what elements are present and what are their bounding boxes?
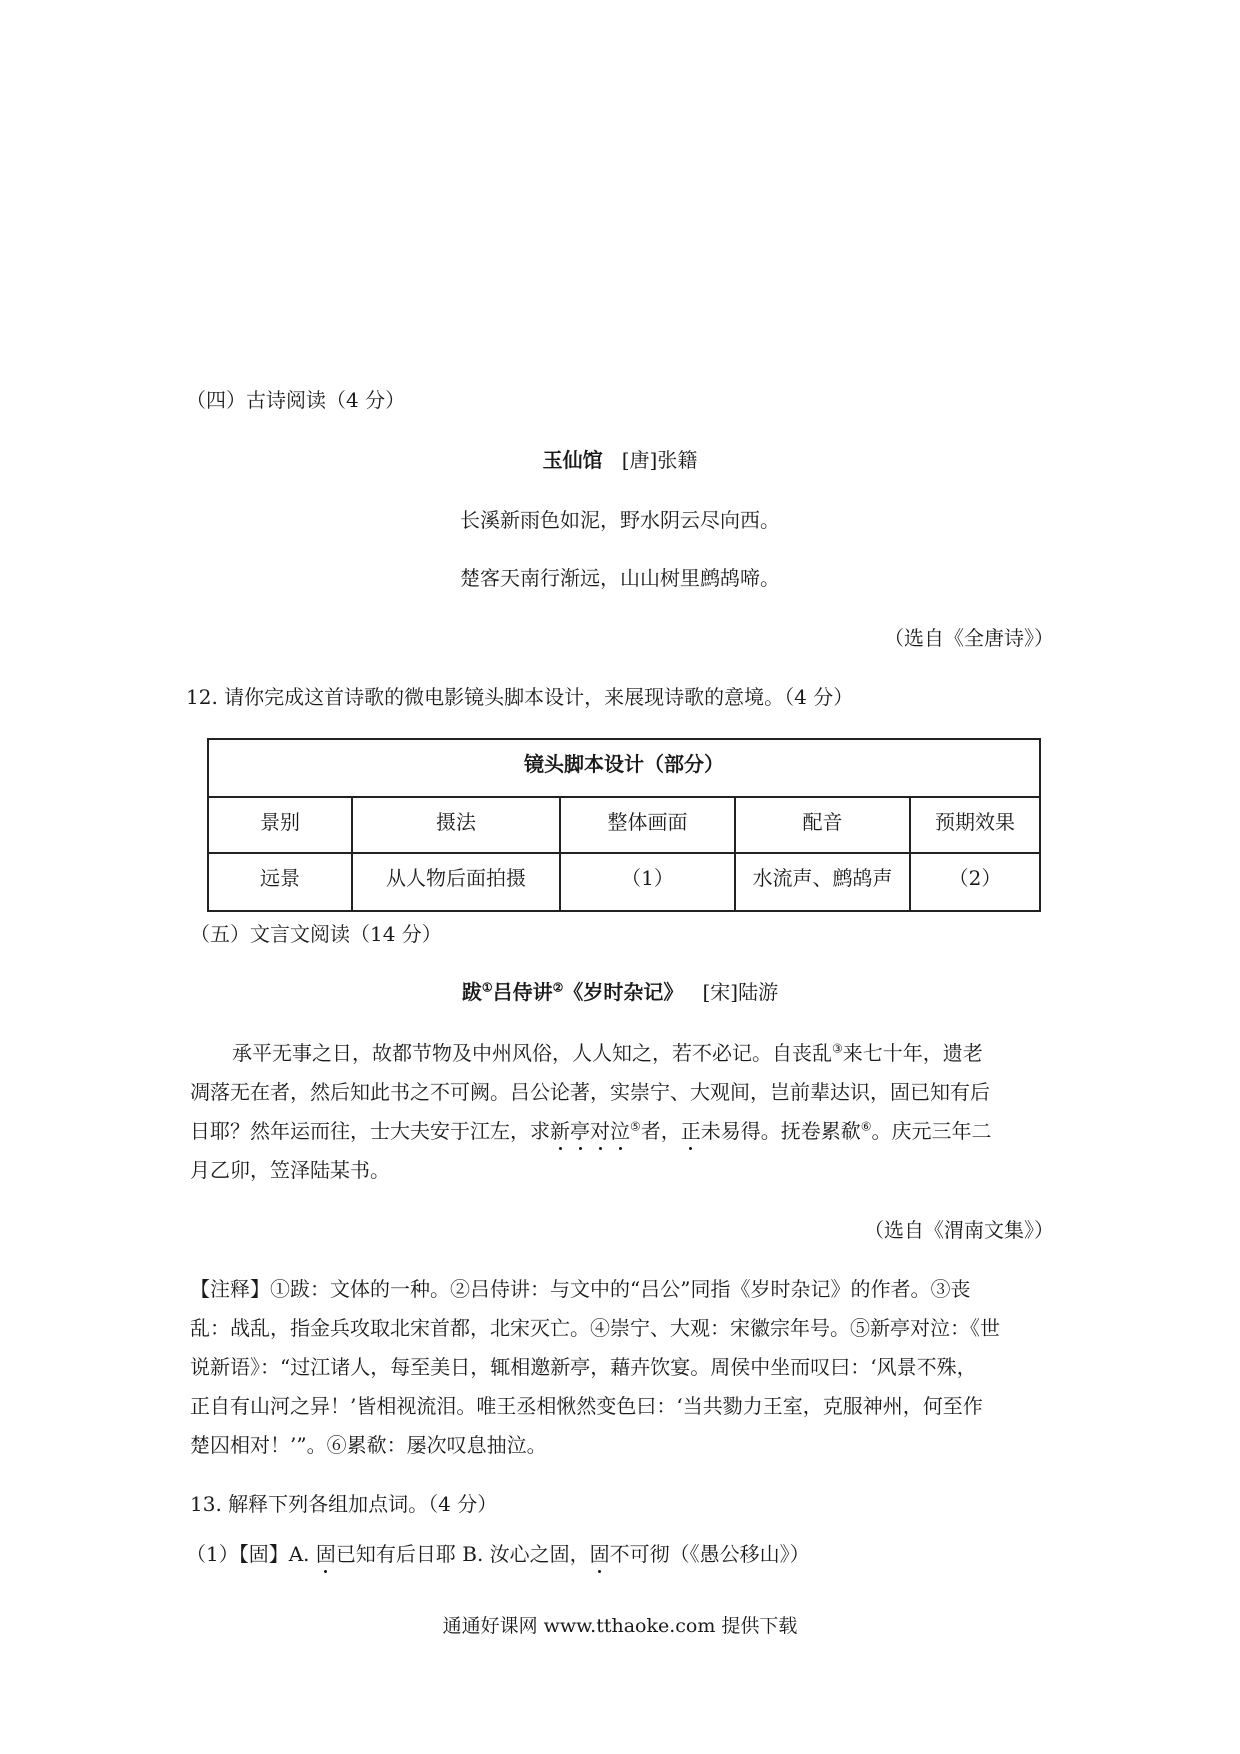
- emphasis-char: 对: [590, 1119, 610, 1143]
- table-cell: 从人物后面拍摄: [352, 853, 560, 911]
- notes-line-3: 说新语》：“过江诸人，每至美日，辄相邀新亭，藉卉饮宴。周侯中坐而叹曰：‘风景不殊，: [190, 1355, 977, 1379]
- table-cell: （2）: [910, 853, 1040, 911]
- poem-source: （选自《全唐诗》）: [884, 626, 1054, 650]
- prose-source: （选自《渭南文集》）: [864, 1218, 1054, 1242]
- prose-title-line: [0, 978, 1240, 1006]
- table-cell: 远景: [208, 853, 352, 911]
- notes-line-4: 正自有山河之异！’皆相视流泪。唯王丞相愀然变色曰：‘当共勠力王室，克服神州，何至作: [190, 1394, 983, 1418]
- table-header: 整体画面: [560, 797, 735, 853]
- table-cell: （1）: [560, 853, 735, 911]
- table-title: 镜头脚本设计（部分）: [208, 739, 1040, 797]
- emphasis-char: 亭: [570, 1119, 590, 1143]
- emphasis-char: 泣: [610, 1119, 630, 1143]
- notes-line-1: 【注释】①跋：文体的一种。②吕侍讲：与文中的“吕公”同指《岁时杂记》的作者。③丧: [190, 1277, 971, 1301]
- poem-title: 玉仙馆: [542, 448, 603, 472]
- q12-prompt: 12. 请你完成这首诗歌的微电影镜头脚本设计，来展现诗歌的意境。（4 分）: [186, 685, 854, 709]
- prose-line-4: 月乙卯，笠泽陆某书。: [190, 1158, 390, 1182]
- section4-heading: （四）古诗阅读（4 分）: [186, 388, 406, 412]
- notes-line-5: 楚囚相对！’”。⑥累欷：屡次叹息抽泣。: [190, 1433, 547, 1457]
- table-header: 景别: [208, 797, 352, 853]
- poem-line-1: 长溪新雨色如泥，野水阴云尽向西。: [460, 508, 780, 532]
- poem-author: [唐]张籍: [621, 448, 698, 472]
- poem-title-line: [0, 446, 1240, 474]
- table-header: 预期效果: [910, 797, 1040, 853]
- table-header: 配音: [735, 797, 910, 853]
- table-header: 摄法: [352, 797, 560, 853]
- emphasis-char: 新: [550, 1119, 570, 1143]
- prose-author: [宋]陆游: [702, 980, 779, 1004]
- footer-text: 通通好课网 www.tthaoke.com 提供下载: [442, 1615, 798, 1637]
- q13-prompt: 13. 解释下列各组加点词。（4 分）: [190, 1492, 498, 1516]
- shot-script-table: [207, 738, 1041, 912]
- prose-title: 跋①吕侍讲②《岁时杂记》: [461, 980, 684, 1004]
- section5-heading: （五）文言文阅读（14 分）: [190, 922, 442, 946]
- emphasis-char: 正: [680, 1119, 701, 1143]
- q13-item-1: （1）【固】A. 固已知有后日耶 B. 汝心之固，固不可彻（《愚公移山》）: [186, 1542, 810, 1566]
- prose-line-3: 日耶？然年运而往，士大夫安于江左，求新亭对泣⑤者，正未易得。抚卷累欷⑥。庆元三年二: [190, 1119, 992, 1143]
- poem-line-2: 楚客天南行渐远，山山树里鹧鸪啼。: [460, 566, 780, 590]
- prose-line-1: 承平无事之日，故都节物及中州风俗，人人知之，若不必记。自丧乱③来七十年，遗老: [232, 1041, 983, 1065]
- emphasis-char: 固: [315, 1542, 336, 1566]
- table-cell: 水流声、鹧鸪声: [735, 853, 910, 911]
- notes-line-2: 乱：战乱，指金兵攻取北宋首都，北宋灭亡。④崇宁、大观：宋徽宗年号。⑤新亭对泣：《世: [190, 1316, 1000, 1340]
- prose-line-2: 凋落无在者，然后知此书之不可阙。吕公论著，实崇宁、大观间，岂前辈达识，固已知有后: [190, 1080, 990, 1104]
- emphasis-char: 固: [589, 1542, 610, 1566]
